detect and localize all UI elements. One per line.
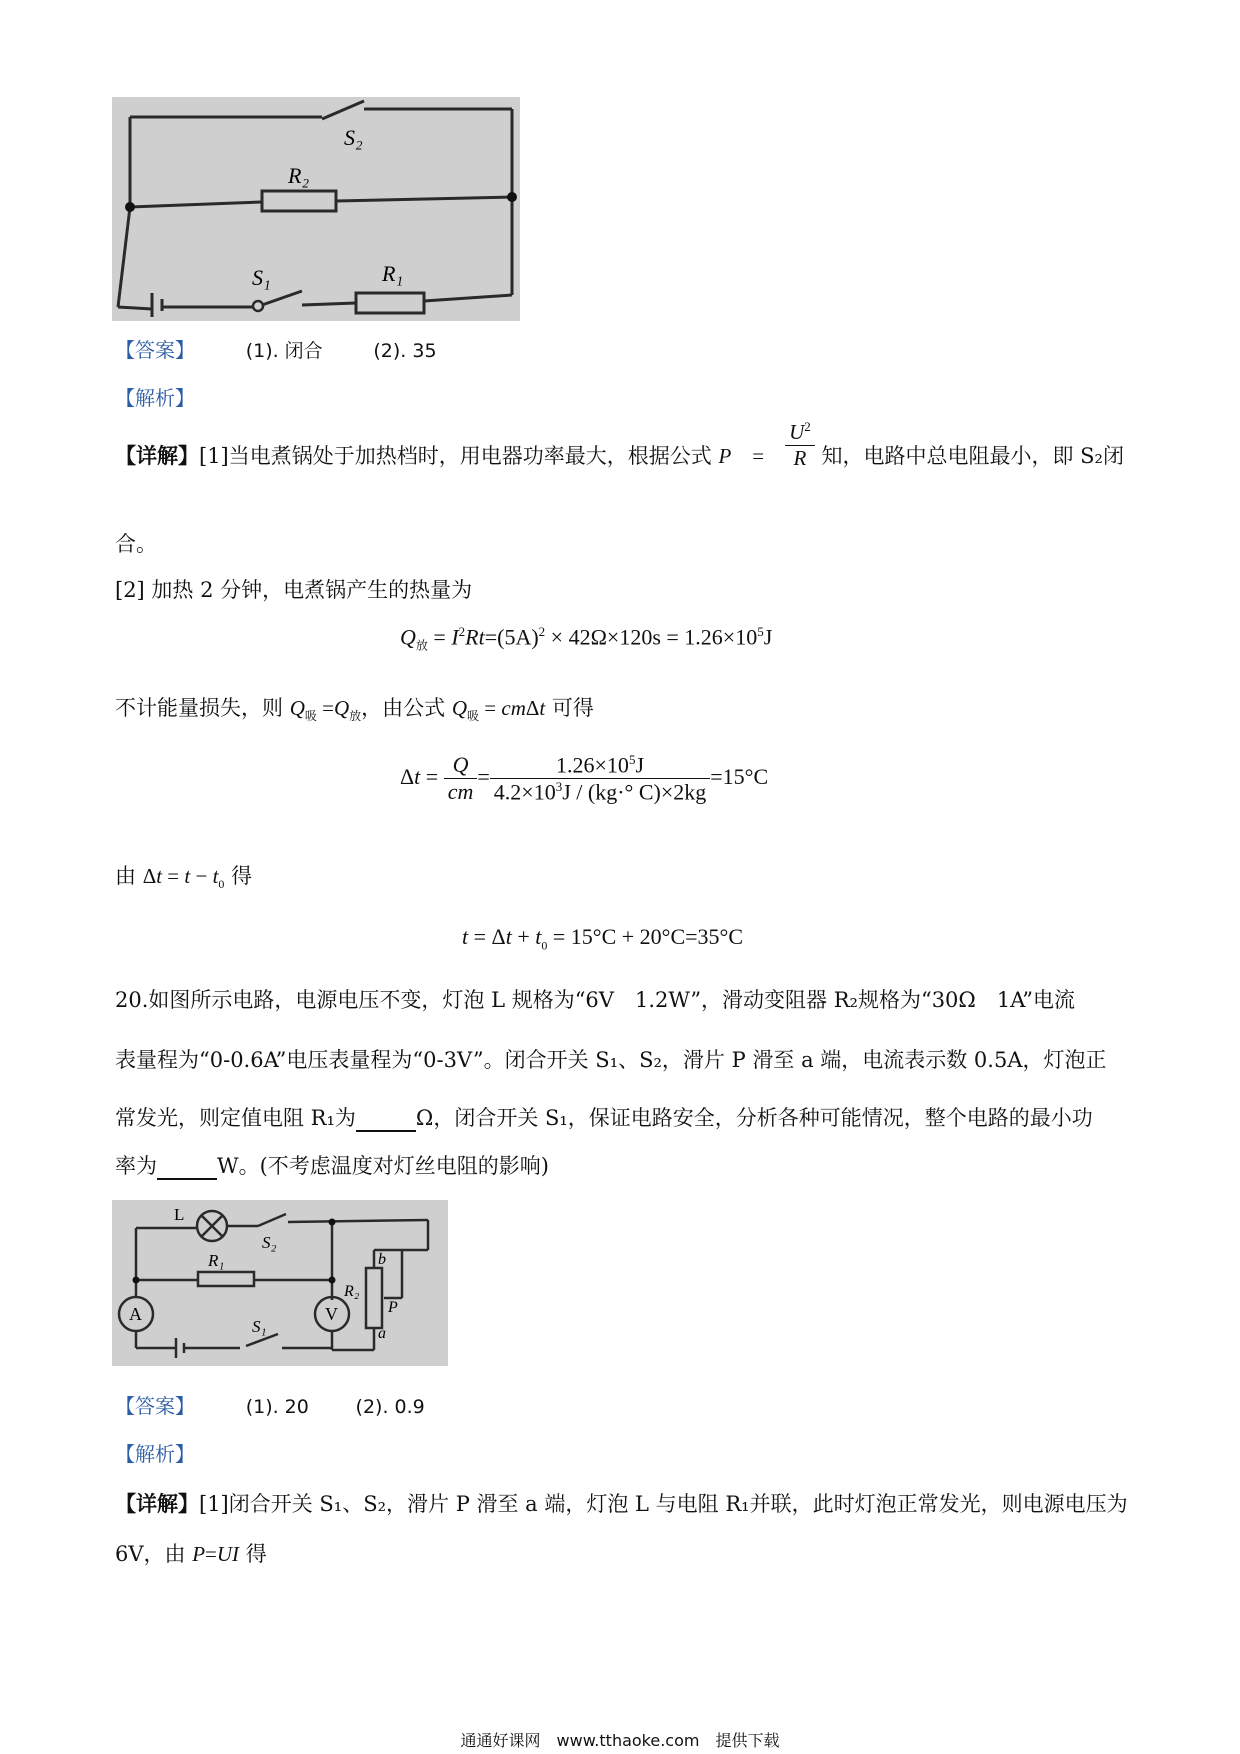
answer-1: (1). 20 [245,1396,309,1418]
detail-text-4a: 由 [115,864,136,888]
answer-1: (1). 闭合 [245,340,323,362]
answer-2: (2). 35 [373,340,437,362]
answer-tag: 【答案】 [115,338,195,362]
q20-answer-line [115,1390,425,1419]
q20-text-1: 20.如图所示电路，电源电压不变，灯泡 L 规格为“6V 1.2W”，滑动变阻器 R₂规格为“30Ω 1A”电流 [115,988,1076,1012]
q19-detail-line-3: 不计能量损失，则 $Q_吸 =Q_放$，由公式 $Q_吸 = cm\Delta t$ 可得 [115,696,594,724]
label-r2: R₂ [344,1283,360,1300]
detail-text-2a: 6V，由 [115,1542,186,1566]
circuit-figure-2 [112,1200,448,1366]
answer-tag: 【答案】 [115,1394,195,1418]
ammeter-label: A [129,1304,142,1324]
q19-detail-line-2 [115,574,472,604]
label-r1: R₁ [208,1251,225,1270]
q20-detail-line-1 [115,1488,1128,1518]
q20-text-3a: 常发光，则定值电阻 R₁为 [115,1106,356,1130]
q19-analysis-line [115,382,195,411]
label-s1: S₁ [252,265,271,290]
label-a: a [378,1325,386,1342]
detail-text-2: [2] 加热 2 分钟，电煮锅产生的热量为 [115,578,473,602]
q20-text-2: 表量程为“0-0.6A”电压表量程为“0-3V”。闭合开关 S₁、S₂，滑片 P 滑至 a 端，电流表示数 0.5A，灯泡正 [115,1048,1107,1072]
detail-text-4b: 得 [231,864,253,888]
detail-text-3a: 不计能量损失，则 [115,696,283,720]
equation-final-temp: $t = \Delta t + t_0 = 15^\circ C + 20^\circ C=35^\circ C$ [462,924,743,953]
circuit-diagram-1 [112,97,520,321]
answer-blank-1 [356,1110,416,1132]
detail-text-3c: 可得 [551,696,594,720]
voltmeter-label: V [325,1304,338,1324]
label-r2: R₂ [288,163,310,188]
label-r1: R₁ [382,261,404,286]
circuit-diagram-2 [112,1200,448,1366]
q20-text-3b: Ω，闭合开关 S₁，保证电路安全，分析各种可能情况，整个电路的最小功 [415,1106,1093,1130]
q20-analysis-line [115,1438,195,1467]
circuit-figure-1 [112,97,520,321]
detail-text-1: [1]闭合开关 S₁、S₂，滑片 P 滑至 a 端，灯泡 L 与电阻 R₁并联，此时灯泡正常发光，则电源电压为 [199,1492,1128,1516]
analysis-tag: 【解析】 [115,1442,195,1466]
analysis-tag: 【解析】 [115,386,195,410]
label-s2: S₂ [344,125,363,150]
q19-detail-line-1c [115,528,157,558]
label-b: b [378,1251,386,1268]
answer-blank-2 [157,1158,217,1180]
label-s2: S₂ [262,1233,277,1252]
page-footer: 通通好课网 www.tthaoke.com 提供下载 [460,1731,780,1750]
label-lamp: L [174,1205,185,1224]
answer-2: (2). 0.9 [355,1396,425,1418]
q20-text-4a: 率为 [115,1154,157,1178]
equation-heat: $Q_放 = I^2Rt=(5A)^2 \times 42\Omega\times 120s = 1.26\times 10^5J$ [400,624,773,653]
q19-detail-line-1: 【详解】[1]当电煮锅处于加热档时，用电器功率最大，根据公式 P = $\frac{U^2}{R}$ 知，电路中总电阻最小，即 S₂闭 [115,419,1124,471]
q20-line-1 [115,984,1075,1014]
q20-text-4b: W。(不考虑温度对灯丝电阻的影响) [217,1154,549,1178]
q20-line-2 [115,1044,1107,1074]
detail-text-1b: 知，电路中总电阻最小，即 S₂闭 [821,444,1124,468]
q20-line-3 [115,1102,1093,1132]
q20-detail-line-2: 6V，由 P=UI 得 [115,1542,267,1566]
equation-delta-t: Δt = $\frac{Q}{cm}$ = $\frac{1.26\times 10^5J}{4.2\times 10^3J / (kg\cdot^\circ C)\times 2kg}$ =15°C [400,752,769,805]
detail-text-1c: 合。 [115,532,157,556]
detail-text-1a: [1]当电煮锅处于加热档时，用电器功率最大，根据公式 [199,444,712,468]
detail-text-2b: 得 [245,1542,267,1566]
detail-text-3b: ，由公式 [361,696,446,720]
detail-tag: 【详解】 [115,1491,199,1516]
label-p: P [388,1299,398,1316]
q19-detail-line-4: 由 $\Delta t = t - t_0$ 得 [115,864,253,892]
detail-tag: 【详解】 [115,443,199,468]
label-s1: S₁ [252,1317,267,1336]
q19-answer-line [115,334,437,363]
q20-line-4 [115,1150,549,1180]
